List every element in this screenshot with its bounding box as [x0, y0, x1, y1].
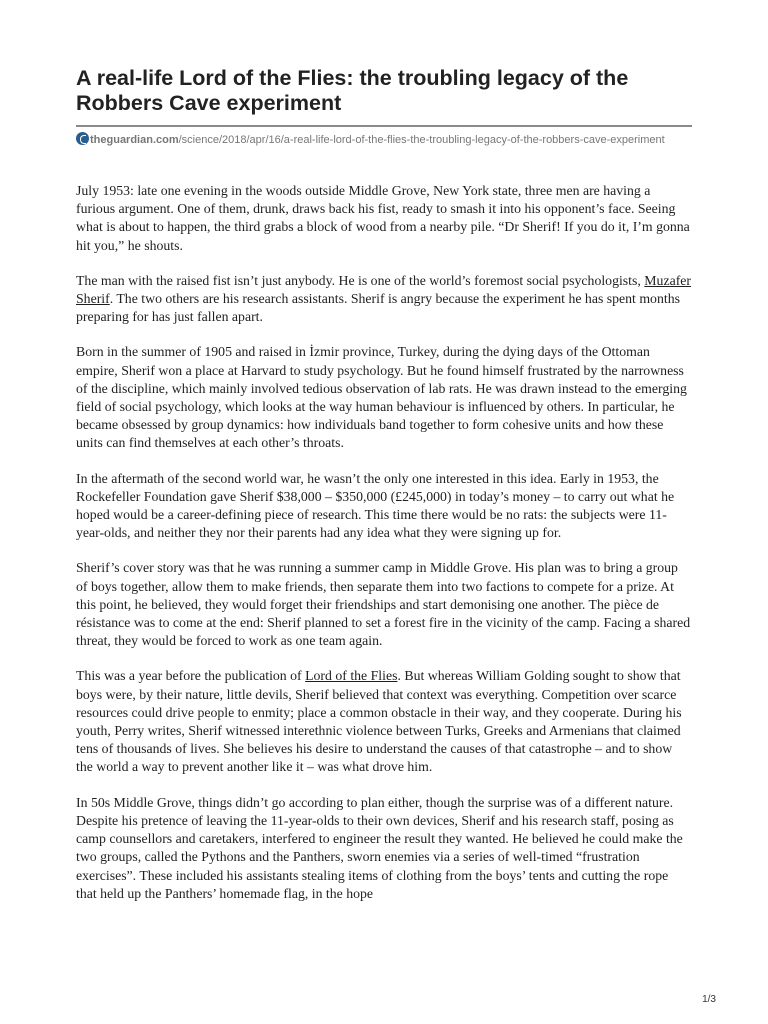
paragraph-4: In the aftermath of the second world war, he wasn’t the only one interested in this idea. Early in 1953, the Rockefeller Foundation gave Sherif $38,000 – $350,000 (£245,000) in today’s money – to carry out what he hoped would be a career-defining piece of research. This time there would be no rats: the subjects were 11-year-olds, and neither they nor their parents had any idea what they were signing up for.: [76, 470, 675, 541]
source-line: [76, 132, 692, 147]
article-title: A real-life Lord of the Flies: the troubling legacy of the Robbers Cave experiment: [76, 66, 629, 115]
source-domain[interactable]: theguardian.com: [90, 134, 179, 146]
paragraph-6-text-before: This was a year before the publication of: [76, 668, 306, 684]
paragraph-3: Born in the summer of 1905 and raised in İzmir province, Turkey, during the dying days of the Ottoman empire, Sherif won a place at Harvard to study psychology. But he found himself frustrated by the narrowness of the discipline, which mainly involved tedious observation of lab rats. He was drawn instead to the emerging field of social psychology, which looks at the way human behaviour is influenced by others. In particular, he became obsessed by group dynamics: how individuals band together to form cohesive units and how these units can find themselves at each other’s throats.: [76, 344, 687, 451]
paragraph-5: Sherif’s cover story was that he was running a summer camp in Middle Grove. His plan was to bring a group of boys together, allow them to make friends, then separate them into two factions to compete for a prize. At this point, he believed, they would forget their friendships and start demonising one another. The pièce de résistance was to come at the end: Sherif planned to set a forest fire in the vicinity of the camp. Facing a shared threat, they would be forced to work as one team again.: [76, 560, 691, 649]
article-body: [76, 182, 692, 920]
muzafer-sherif-link[interactable]: Muzafer Sherif: [76, 272, 692, 307]
paragraph-6-text-after: . But whereas William Golding sought to show that boys were, by their nature, little devils, Sherif believed that context was everything. Competition over scarce resources could drive people to enmity; place a common obstacle in their way, and they cooperate. During his youth, Perry writes, Sherif witnessed interethnic violence between Turks, Greeks and Armenians that claimed tens of thousands of lives. She believes his desire to understand the causes of that catastrophe – and to show the world a way to prevent another like it – was what drove him.: [76, 668, 682, 775]
paragraph-2-text-after: . The two others are his research assistants. Sherif is angry because the experiment he has spent months preparing for has just fallen apart.: [76, 291, 680, 325]
paragraph-1: July 1953: late one evening in the woods outside Middle Grove, New York state, three men are having a furious argument. One of them, drunk, draws back his fist, ready to smash it into his opponent’s face. Seeing what is about to happen, the third grabs a block of wood from a nearby pile. “Dr Sherif! If you do it, I’m gonna hit you,” he shouts.: [76, 183, 690, 253]
paragraph-2-text-before: The man with the raised fist isn’t just anybody. He is one of the world’s foremost social psychologists,: [76, 272, 645, 288]
paragraph-6: [76, 667, 692, 776]
guardian-logo-icon: [76, 132, 89, 145]
paragraph-2: [76, 272, 692, 327]
title-divider: [76, 125, 692, 127]
lord-of-the-flies-link[interactable]: Lord of the Flies: [305, 668, 398, 684]
page-number: 1/3: [702, 994, 716, 1005]
paragraph-7: In 50s Middle Grove, things didn’t go according to plan either, though the surprise was of a different nature. Despite his pretence of leaving the 11-year-olds to their own devices, Sherif and his research staff, posing as camp counsellors and caretakers, interfered to engineer the result they wanted. He believed he could make the two groups, called the Pythons and the Panthers, sworn enemies via a series of well-timed “frustration exercises”. These included his assistants stealing items of clothing from the boys’ tents and cutting the rope that held up the Panthers’ homemade flag, in the hope: [76, 794, 683, 901]
source-path[interactable]: /science/2018/apr/16/a-real-life-lord-of-the-flies-the-troubling-legacy-of-the-robbers-cave-experiment: [178, 134, 665, 146]
